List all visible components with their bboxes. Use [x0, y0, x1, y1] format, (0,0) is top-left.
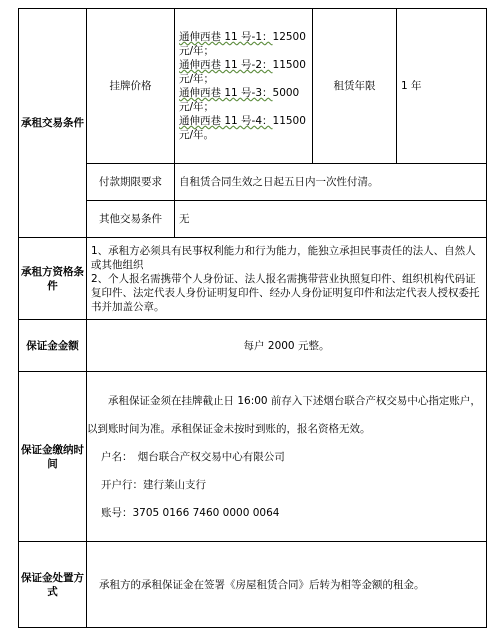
- qualification-text: [87, 238, 487, 320]
- account-number: 账号：3705 0166 7460 0000 0064: [101, 506, 280, 519]
- deposit-amount-value: 每户 2000 元整。: [87, 320, 487, 372]
- bank-name: 开户行：建行莱山支行: [101, 478, 206, 491]
- deposit-disposal-heading: 保证金处置方式: [19, 542, 87, 628]
- listing-price-item: 通伸西巷 11 号-3：5000 元/年；: [179, 87, 300, 113]
- qualification-heading: 承租方资格条件: [19, 238, 87, 320]
- other-conditions-value: 无: [175, 201, 487, 238]
- listing-price-item: 通伸西巷 11 号-4：11500 元/年。: [179, 115, 306, 141]
- listing-price-label: 挂牌价格: [87, 9, 175, 164]
- payment-term-label: 付款期限要求: [87, 164, 175, 201]
- deposit-time-text: [87, 372, 487, 542]
- deposit-time-paragraph: 承租保证金须在挂牌截止日 16:00 前存入下述烟台联合产权交易中心指定账户，以到账时间为准。承租保证金未按时到账的，报名资格无效。: [87, 394, 481, 435]
- listing-price-item: 通伸西巷 11 号-2：11500 元/年；: [179, 59, 306, 85]
- payment-term-value: 自租赁合同生效之日起五日内一次性付清。: [175, 164, 487, 201]
- deposit-time-heading: 保证金缴纳时间: [19, 372, 87, 542]
- listing-price-item: 通伸西巷 11 号-1：12500 元/年；: [179, 31, 306, 57]
- deposit-disposal-value: 承租方的承租保证金在签署《房屋租赁合同》后转为相等金额的租金。: [87, 542, 487, 628]
- trade-conditions-heading: 承租交易条件: [19, 9, 87, 238]
- qualification-item: 2、个人报名需携带个人身份证、法人报名需携带营业执照复印件、组织机构代码证复印件、法定代表人身份证明复印件、经办人身份证明复印件和法定代表人授权委托书并加盖公章。: [91, 272, 480, 313]
- other-conditions-label: 其他交易条件: [87, 201, 175, 238]
- account-name: 户名： 烟台联合产权交易中心有限公司: [101, 450, 285, 463]
- deposit-amount-heading: 保证金金额: [19, 320, 87, 372]
- qualification-item: 1、承租方必须具有民事权利能力和行为能力，能独立承担民事责任的法人、自然人或其他组织: [91, 244, 476, 271]
- listing-price-values: [175, 9, 313, 164]
- lease-term-label: 租赁年限: [313, 9, 397, 164]
- auction-terms-table: [18, 8, 487, 628]
- lease-term-value: 1 年: [397, 9, 487, 164]
